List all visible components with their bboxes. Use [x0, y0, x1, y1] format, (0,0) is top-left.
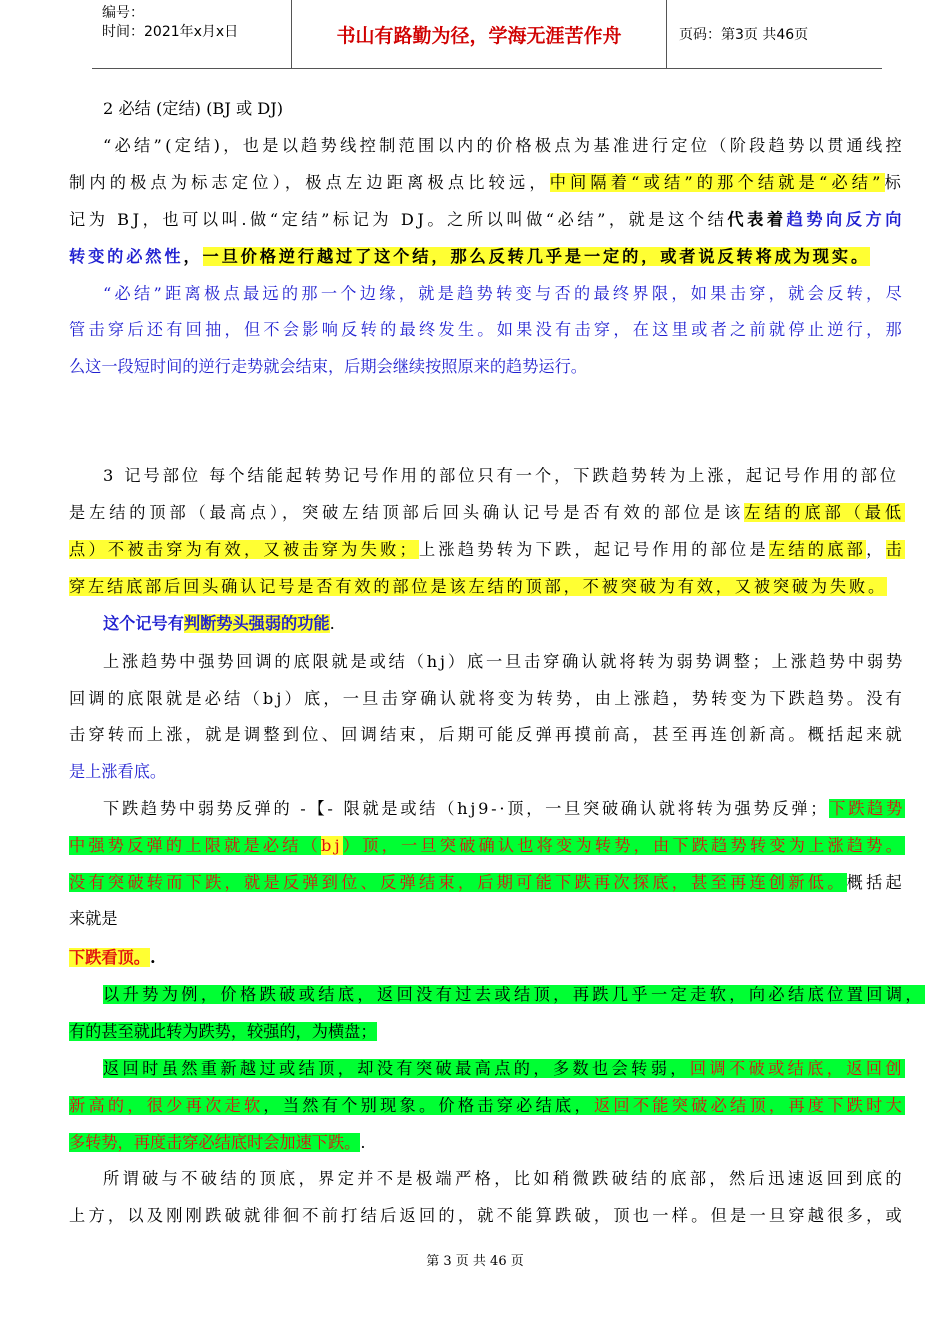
text-line [69, 723, 905, 747]
text-line [69, 501, 905, 525]
text-run: 中间隔着“或结”的那个结就是“必结” [549, 173, 885, 192]
text-line [69, 318, 905, 342]
text-run: 以升势为例，价格跌破或结底，返回没有过去或结顶，再跌几乎一定走软，向必结底位置回调， [103, 985, 925, 1004]
page-header [92, 0, 882, 69]
text-run: 下跌看顶。 [69, 948, 150, 967]
text-line [69, 1020, 377, 1044]
text-line [103, 612, 335, 636]
text-run: bj [321, 836, 343, 855]
header-time: 时间：2021年x月x日 [102, 24, 239, 40]
text-run: 返回不能突破必结顶，再度下跌时大 [593, 1096, 906, 1115]
text-run: 2 必结 (定结) (BJ 或 DJ) [103, 99, 284, 118]
text-run: 新高的，很少再次走软 [69, 1096, 264, 1115]
text-line [69, 871, 905, 895]
text-run: 转变的必然性 [69, 247, 184, 266]
text-run: 这个记号有 [103, 614, 184, 633]
text-run: 多转势，再度击穿必结底时会加速下跌。 [69, 1133, 361, 1152]
page-footer: 第 3 页 共 46 页 [426, 1254, 524, 1269]
text-run: 上方，以及刚刚跌破就徘徊不前打结后返回的，就不能算跌破，顶也一样。但是一旦穿越很多，或 [69, 1206, 905, 1225]
text-run: 标 [884, 173, 905, 192]
header-meta [92, 0, 292, 68]
text-run: 么这一段短时间的逆行走势就会结束，后期会继续按照原来的趋势运行。 [69, 357, 587, 376]
text-line [103, 134, 905, 158]
header-number: 编号： [102, 5, 144, 21]
text-line [69, 575, 887, 599]
text-line [103, 1167, 905, 1191]
text-run: 下跌趋势中弱势反弹的 -【- 限就是或结（hj9-·顶，一旦突破确认就将转为强势反弹； [103, 799, 830, 818]
text-run: ）顶，一旦突破确认也将变为转势，由下跌趋势转变为上涨趋势。 [342, 836, 906, 855]
text-line [103, 983, 925, 1007]
text-line [69, 907, 118, 931]
text-line [103, 797, 905, 821]
text-run: 判断势头强弱的功能 [183, 614, 330, 633]
text-line [69, 538, 905, 562]
text-line [69, 245, 870, 269]
text-run: . [360, 1133, 366, 1152]
text-run: 击穿转而上涨，就是调整到位、回调结束，后期可能反弹再摸前高，甚至再连创新高。概括起来就 [69, 725, 905, 744]
text-run: 所谓破与不破结的顶底，界定并不是极端严格，比如稍微跌破结的底部，然后迅速返回到底的 [103, 1169, 905, 1188]
text-run: . [329, 614, 335, 633]
text-run: 击 [885, 540, 906, 559]
text-run: 下跌趋势 [829, 799, 906, 818]
header-motto: 书山有路勤为径，学海无涯苦作舟 [292, 0, 667, 68]
text-run: 没有突破转而下跌，就是反弹到位、反弹结束，后期可能下跌再次探底，甚至再连创新低。 [69, 873, 847, 892]
text-line [69, 760, 166, 784]
text-run: 返回时虽然重新越过或结顶，却没有突破最高点的，多数也会转弱， [103, 1059, 690, 1078]
text-run: 制内的极点为标志定位），极点左边距离极点比较远， [69, 173, 550, 192]
text-run: 概括起 [846, 873, 905, 892]
text-run: 左结的底部（最低 [744, 503, 905, 522]
text-line [103, 464, 899, 488]
text-line [69, 171, 905, 195]
text-run: 上涨趋势转为下跌，起记号作用的部位是 [418, 540, 769, 559]
text-run: 上涨趋势中强势回调的底限就是或结（hj）底一旦击穿确认就将转为弱势调整；上涨趋势中弱势 [103, 652, 905, 671]
text-run: “必结”(定结)，也是以趋势线控制范围以内的价格极点为基准进行定位（阶段趋势以贯通线控 [103, 136, 905, 155]
text-run: ，当然有个别现象。价格击穿必结底， [263, 1096, 594, 1115]
text-run: 中强势反弹的上限就是必结（ [69, 836, 322, 855]
text-run: . [149, 948, 156, 967]
text-run: 点）不被击穿为有效，又被击穿为失败； [69, 540, 419, 559]
text-run: 是上涨看底。 [69, 762, 167, 781]
text-line [103, 97, 283, 121]
text-line [69, 1131, 366, 1155]
text-run: 穿左结底部后回头确认记号是否有效的部位是该左结的顶部，不被突破为有效，又被突破为失败。 [69, 577, 887, 596]
text-run: ， [866, 540, 886, 559]
text-run: 记为 BJ，也可以叫.做“定结”标记为 DJ。之所以叫做“必结”，就是这个结 [69, 210, 728, 229]
text-line [69, 834, 905, 858]
text-run: ， [183, 247, 203, 266]
text-line [103, 650, 905, 674]
text-line [69, 687, 905, 711]
text-run: “必结”距离极点最远的那一个边缘，就是趋势转变与否的最终界限，如果击穿，就会反转，尽 [103, 284, 905, 303]
header-page-number: 页码：第3页 共46页 [679, 27, 809, 43]
text-run: 回调不破或结底，返回创 [689, 1059, 905, 1078]
text-run: 3 记号部位 每个结能起转势记号作用的部位只有一个，下跌趋势转为上涨，起记号作用的部位 [103, 466, 900, 485]
text-run: 一旦价格逆行越过了这个结，那么反转几乎是一定的，或者说反转将成为现实。 [202, 247, 871, 266]
text-run: 代表着 [727, 210, 787, 229]
text-line [69, 208, 905, 232]
text-run: 来就是 [69, 909, 118, 928]
text-line [103, 1057, 905, 1081]
text-line [69, 946, 156, 970]
text-line [69, 1204, 905, 1228]
text-run: 有的甚至就此转为跌势，较强的，为横盘； [69, 1022, 377, 1041]
text-run: 趋势向反方向 [786, 210, 906, 229]
text-line [103, 282, 905, 306]
text-run: 是左结的顶部（最高点），突破左结顶部后回头确认记号是否有效的部位是该 [69, 503, 745, 522]
text-run: 管击穿后还有回抽，但不会影响反转的最终发生。如果没有击穿，在这里或者之前就停止逆行，那 [69, 320, 905, 339]
text-line [69, 355, 587, 379]
text-run: 回调的底限就是必结（bj）底，一旦击穿确认就将变为转势，由上涨趋，势转变为下跌趋势。没有 [69, 689, 905, 708]
text-run: 左结的底部 [768, 540, 867, 559]
text-line [69, 1094, 905, 1118]
